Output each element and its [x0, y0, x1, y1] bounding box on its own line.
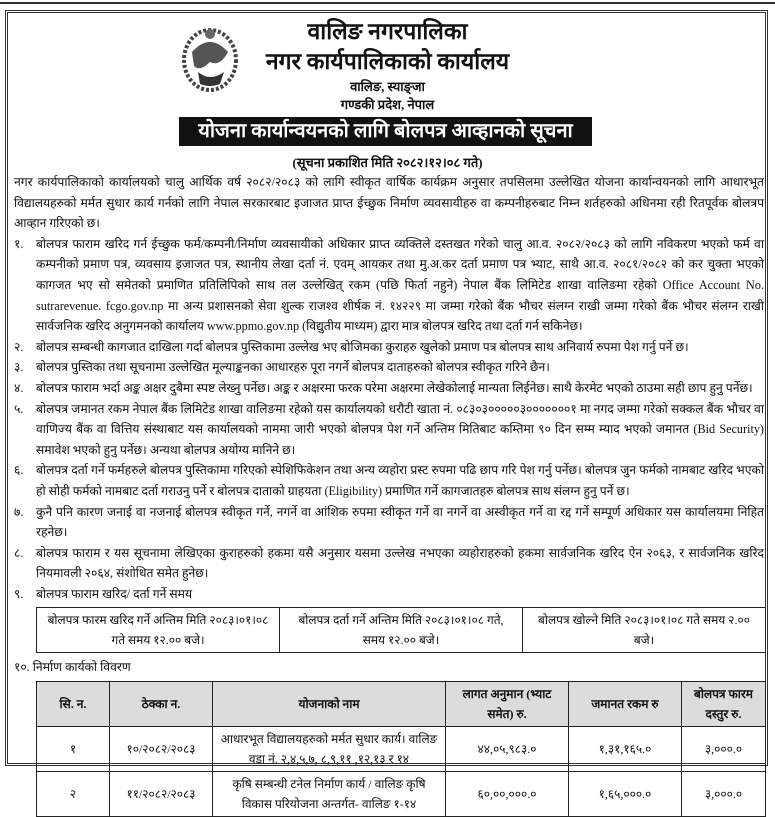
- notice-body: [14, 172, 764, 817]
- col-security-amount: जमानत रकम रु: [569, 682, 682, 727]
- item-text: कुनै पनि कारण जनाई वा नजनाई बोलपत्र स्वीकृत गर्ने, नगर्ने वा आंशिक रुपमा स्वीकृत गर्ने वा नगर्ने वा अस्वीकृत गर्ने वा रद्द गर्ने सम्पूर्ण अधिकार यस कार्यालयमा निहित रहनेछ।: [36, 504, 764, 540]
- table-row: [37, 608, 766, 653]
- cell: ३,०००.०: [682, 727, 766, 772]
- item-number: २.: [14, 339, 24, 354]
- condition-item: [14, 543, 764, 584]
- condition-item: [14, 584, 764, 605]
- intro-paragraph: नगर कार्यपालिकाको कार्यालयको चालु आर्थिक वर्ष २०८२/२०८३ को लागि स्वीकृत वार्षिक कार्यक्रम अनुसार तपसिलमा उल्लेखित योजना कार्यान्वयनको लागि आधारभूत विद्यालयहरुको मर्मत सुधार कार्य गर्नको लागि नेपाल सरकारबाट इजाजत प्राप्त ईच्छुक निर्माण व्यवसायीहरु वा कम्पनीहरुबाट निम्न शर्तहरुको अधिनमा रही रितपूर्वक बोलत्रप आव्हान गरिएको छ।: [14, 175, 764, 231]
- office-name: नगर कार्यपालिकाको कार्यालय: [265, 49, 510, 74]
- works-table: [36, 681, 766, 817]
- table-header-row: [37, 682, 766, 727]
- item-text: बोलपत्र सम्बन्धी कागजात दाखिला गर्दा बोलपत्र पुस्तिकामा उल्लेख भए बोजिमका कुराहरु खुलेको प्रमाण पत्र बोलपत्र साथ अनिवार्य रुपमा पेश गर्नु पर्ने छ।: [36, 339, 689, 354]
- cell: १,६५,०००.०: [569, 772, 682, 817]
- cell: २: [37, 772, 110, 817]
- table-row: [37, 772, 766, 817]
- item-number: ७.: [14, 504, 24, 519]
- publication-date: (सूचना प्रकाशित मिति २०८२।१२।०८ गते): [292, 155, 483, 170]
- schedule-submission: बोलपत्र दर्ता गर्ने अन्तिम मिति २०८३।०१।०८ गते, समय १२.०० बजे।: [280, 608, 523, 653]
- schedule-opening: बोलपत्र खोल्ने मिति २०८३।०१।०८ गते समय २.०० बजे।: [523, 608, 766, 653]
- item-text: बोलपत्र फाराम भर्दा अङ्क अक्षर दुबैमा स्पष्ट लेख्नु पर्नेछ। अङ्क र अक्षरमा फरक परेमा अक्षरमा लेखेकोलाई मान्यता लिईनेछ। साथै केरमेट भएको ठाउमा सही छाप हुनु पर्नेछ।: [36, 380, 753, 395]
- col-form-fee: बोलपत्र फारम दस्तुर रु.: [682, 682, 766, 727]
- condition-item: [14, 357, 764, 378]
- notice-title: योजना कार्यान्वयनको लागि बोलपत्र आव्हानको सूचना: [179, 117, 592, 146]
- table-row: [37, 727, 766, 772]
- condition-item: [14, 337, 764, 358]
- condition-item: [14, 234, 764, 337]
- office-province: गण्डकी प्रदेश, नेपाल: [340, 97, 435, 112]
- item-text: बोलपत्र दर्ता गर्ने फर्महरुले बोलपत्र पुस्तिकामा गरिएको स्पेशिफिकेशन तथा अन्य व्यहोरा प्रस्ट रुपमा पढि छाप गरि पेश गर्नु पर्नेछ। बोलपत्र जुन फर्मको नामबाट खरिद भएको हो सोही फर्मको नामबाट दर्ता गराउनु पर्ने र बोलपत्र दाताको ग्राहयता (Eligibility) प्रमाणित गर्ने कागजातहरु बोलपत्र साथ संलग्न हुनु पर्ने छ।: [36, 463, 764, 498]
- item-number: १.: [14, 236, 24, 251]
- item-number: ६.: [14, 463, 24, 478]
- item-text: बोलपत्र पुस्तिका तथा सूचनामा उल्लेखित मूल्याङ्कनका आधारहरु पूरा नगर्ने बोलपत्र दाताहरुको बोलपत्र स्वीकृत गरिने छैन।: [36, 360, 550, 375]
- cell: ११/२०८२/२०८३: [110, 772, 213, 817]
- item-text: बोलपत्र फाराम र यस सूचनामा लेखिएका कुराहरुको हकमा यसै अनुसार यसमा उल्लेख नभएका व्यहोराहरुको हकमा सार्वजनिक खरिद ऐन २०६३, र सार्वजनिक खरिद नियमावली २०६४, संशोधित समेत हुनेछ।: [36, 545, 764, 581]
- cell: ६०,००,०००.०: [446, 772, 569, 817]
- works-heading: १०. निर्माण कार्यको विवरण: [14, 660, 131, 675]
- item-text: बोलपत्र जमानत रकम नेपाल बैंक लिमिटेड शाखा वालिङमा रहेको यस कार्यालयको धरौटी खाता नं. ०८३०३०००००३०००००००१ मा नगद जम्मा गरेको सक्कल बैंक भौचर वा वाणिज्य बैंक वा वित्तिय संस्थाबाट यस कार्यालयको नाममा जारी भएको बोलपत्र पेश गर्ने अन्तिम मितिबाट कम्तिमा ९० दिन सम्म म्याद भएको जमानत (Bid Security) समावेश भएको हुनु पर्नेछ। अन्यथा बोलपत्र अयोग्य मानिने छ।: [36, 401, 764, 457]
- col-sn: सि. न.: [37, 682, 110, 727]
- cell: कृषि सम्बन्धी टनेल निर्माण कार्य / वालिङ कृषि विकास परियोजना अन्तर्गत- वालिङ १-१४: [213, 772, 446, 817]
- municipality-name: वालिङ नगरपालिका: [307, 19, 468, 44]
- cell: आधारभूत विद्यालयहरुको मर्मत सुधार कार्य। वालिङ वडा नं. २,४,५,७, ८,९,११ ,१२,१३ र १४: [213, 727, 446, 772]
- cell: ४४,०५,९८३.०: [446, 727, 569, 772]
- item-number: ९.: [14, 586, 24, 601]
- item-number: ८.: [14, 545, 24, 560]
- item-number: ५.: [14, 401, 24, 416]
- conditions-list: [14, 234, 764, 605]
- item-text: बोलपत्र फाराम खरिद/ दर्ता गर्ने समय: [36, 586, 193, 601]
- col-project-name: योजनाको नाम: [213, 682, 446, 727]
- schedule-table: [36, 607, 766, 653]
- col-contract-no: ठेक्का न.: [110, 682, 213, 727]
- cell: १,३१,१६५.०: [569, 727, 682, 772]
- cell: १: [37, 727, 110, 772]
- col-cost-estimate: लागत अनुमान (भ्याट समेत) रु.: [446, 682, 569, 727]
- top-rule: [0, 2, 775, 4]
- condition-item: [14, 502, 764, 543]
- cell: ३,०००.०: [682, 772, 766, 817]
- condition-item: [14, 460, 764, 501]
- cell: १०/२०८२/२०८३: [110, 727, 213, 772]
- office-location: वालिङ, स्याङ्जा: [350, 79, 425, 94]
- item-text: बोलपत्र फाराम खरिद गर्न ईच्छुक फर्म/कम्पनी/निर्माण व्यवसायीको अधिकार प्राप्त व्यक्तिले दस्तखत गरेको चालु आ.व. २०८२/२०८३ को लागि नविकरण भएको फर्म वा कम्पनीको प्रमाण पत्र, व्यवसाय इजाजत पत्र, स्थानीय लेखा दर्ता नं. एवम् आयकर तथा मु.अ.कर दर्ता प्रमाण पत्र भ्याट, साथै आ.व. २०८१/२०८२ को कर चुक्ता भएको कागजत भए सो समेतको प्रमाणित प्रतिलिपिको साथ तल उल्लेखित् रकम (पछि फिर्ता नहुने) नेपाल बैंक लिमिटेड शाखा वालिङमा रहेको Office Account No. sutrarevenue. fcgo.gov.np मा अन्य प्रशासनको सेवा शुल्क राजश्व शीर्षक नं. १४२२९ मा जम्मा गरेको बैंक भौचर संलग्न राखी जम्मा गरेको बैंक भौचर संलग्न राखी सार्वजनिक खरिद अनुगमनको कार्यालय www.ppmo.gov.np (विद्युतीय माध्यम) द्वारा मात्र बोलपत्र खरिद तथा दर्ता गर्न सकिनेछ।: [36, 236, 764, 334]
- condition-item: [14, 399, 764, 461]
- item-number: ३.: [14, 360, 24, 375]
- condition-item: [14, 378, 764, 399]
- item-number: ४.: [14, 380, 24, 395]
- schedule-purchase: बोलपत्र फारम खरिद गर्ने अन्तिम मिति २०८३।०१।०८ गते समय १२.०० बजे।: [37, 608, 280, 653]
